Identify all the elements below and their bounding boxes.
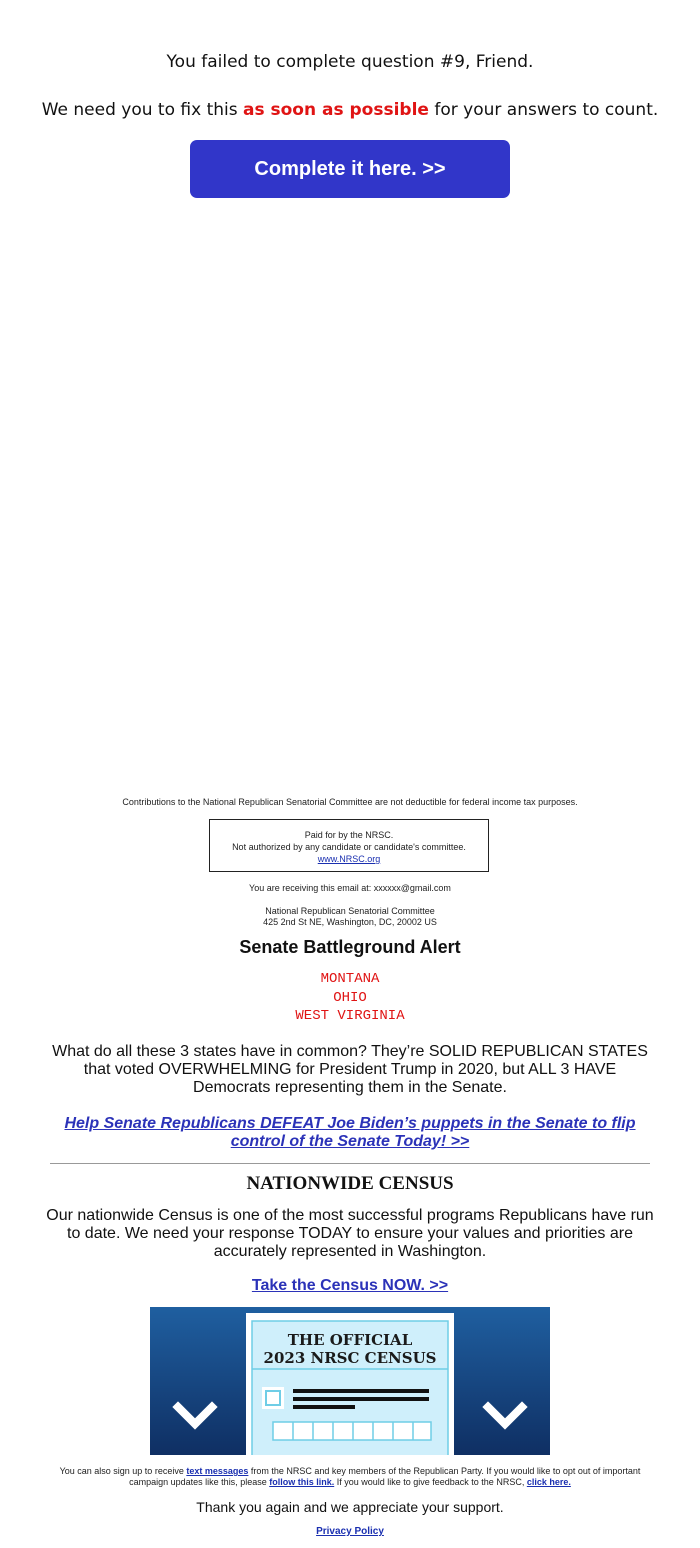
footer-note (40, 1466, 660, 1488)
banner-line2: 2023 NRSC CENSUS (263, 1349, 437, 1367)
feedback-link[interactable]: click here. (526, 1477, 571, 1487)
tax-disclaimer: Contributions to the National Republican Senatorial Committee are not deductible for federal income tax purposes. (122, 797, 578, 807)
not-authorized-line: Not authorized by any candidate or candidate's committee. (232, 842, 466, 852)
flip-senate-link[interactable]: Help Senate Republicans DEFEAT Joe Biden’s puppets in the Senate to flip control of the Senate Today! >> (64, 1115, 636, 1150)
chevron-down-icon (178, 1407, 212, 1424)
complete-it-button[interactable]: Complete it here. >> (190, 140, 510, 198)
state-west-virginia: WEST VIRGINIA (295, 1008, 405, 1024)
opt-out-link[interactable]: follow this link. (269, 1477, 335, 1487)
section-divider (50, 1163, 650, 1164)
checkbox-icon (262, 1387, 284, 1409)
privacy-policy-link[interactable]: Privacy Policy (316, 1526, 384, 1537)
banner-line1: THE OFFICIAL (287, 1331, 413, 1349)
state-ohio: OHIO (333, 989, 367, 1006)
footer-note-text-1: You can also sign up to receive (59, 1466, 187, 1476)
battleground-alert-title: Senate Battleground Alert (239, 937, 461, 957)
paid-for-line: Paid for by the NRSC. (304, 830, 394, 840)
urgency-line (0, 100, 700, 120)
urgency-emphasis: as soon as possible (243, 100, 429, 120)
org-name: National Republican Senatorial Committee (265, 906, 435, 916)
alert-body-text: What do all these 3 states have in common? They’re SOLID REPUBLICAN STATES that voted OVERWHELMING for President Trump in 2020, but ALL 3 HAVE Democrats representing them in the Senate. (52, 1043, 648, 1096)
states-list (0, 970, 700, 1026)
footer-note-text-3: If you would like to give feedback to the NRSC, (334, 1477, 527, 1487)
census-banner-image[interactable] (150, 1307, 550, 1455)
take-census-link[interactable]: Take the Census NOW. >> (251, 1277, 449, 1294)
urgency-suffix: for your answers to count. (428, 100, 659, 120)
nrsc-website-link[interactable]: www.NRSC.org (317, 854, 381, 864)
census-banner-graphic (150, 1307, 550, 1455)
paid-for-box (209, 819, 489, 872)
thank-you-text: Thank you again and we appreciate your support. (196, 1499, 504, 1515)
chevron-down-icon (488, 1407, 522, 1424)
notice-line: You failed to complete question #9, Friend. (166, 52, 534, 72)
census-title: NATIONWIDE CENSUS (246, 1173, 454, 1194)
footer-note-text-2: from the NRSC and key members of the Republican Party. If you would like to opt out of important campaign updates like this, please (129, 1466, 641, 1487)
recipient-email-line: You are receiving this email at: xxxxxx@gmail.com (249, 883, 451, 893)
org-address-block (0, 906, 700, 928)
census-body-text: Our nationwide Census is one of the most successful programs Republicans have run to date. We need your response TODAY to ensure your values and priorities are accurately represented in Washington. (46, 1207, 654, 1260)
text-messages-link[interactable]: text messages (186, 1466, 249, 1476)
state-montana: MONTANA (320, 971, 380, 987)
org-address: 425 2nd St NE, Washington, DC, 20002 US (263, 917, 437, 927)
urgency-prefix: We need you to fix this (41, 100, 243, 120)
